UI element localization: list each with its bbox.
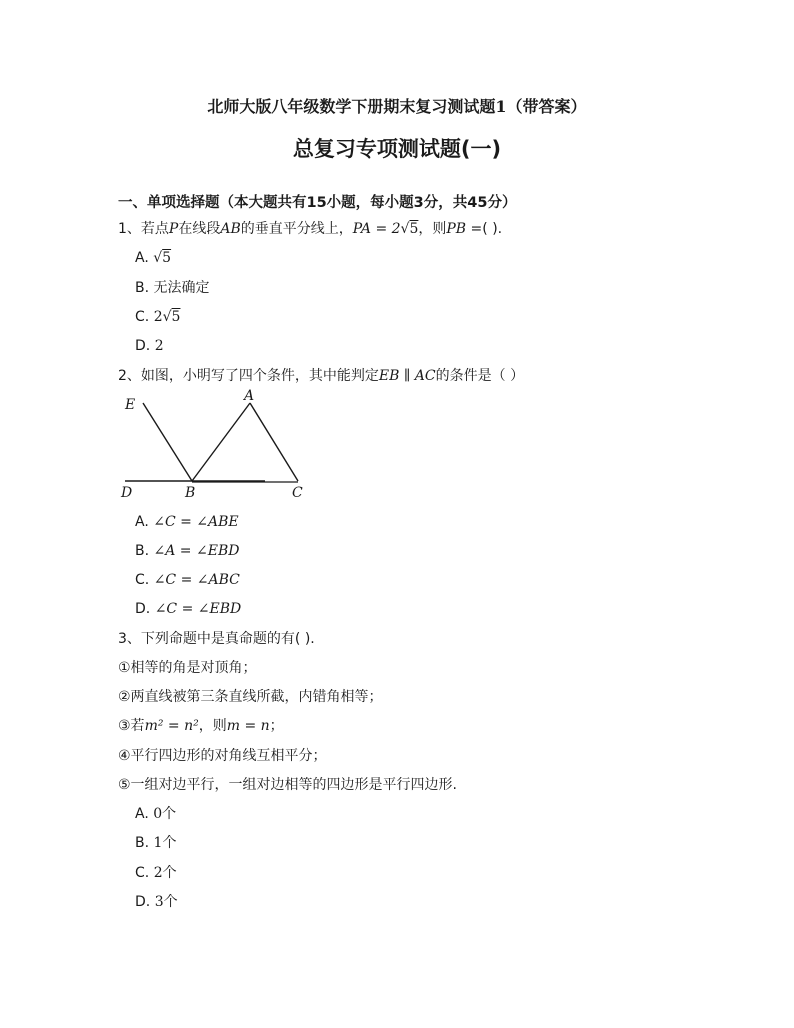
geometry-figure (115, 385, 315, 505)
document-title: 北师大版八年级数学下册期末复习测试题1（带答案） (207, 97, 587, 116)
question-2-stem: 2、如图，小明写了四个条件，其中能判定EB ∥ AC的条件是（ ） (118, 368, 525, 384)
label-e: E (125, 397, 136, 413)
label-c: C (292, 485, 303, 501)
sqrt-icon: √ (400, 221, 410, 237)
sqrt-icon: √ (162, 309, 172, 325)
q1-option-b: B. 无法确定 (135, 280, 210, 296)
equation-pb: PB = (446, 221, 483, 237)
statement-2: ②两直线被第三条直线所截，内错角相等； (118, 689, 383, 705)
q2-option-b: B. ∠A = ∠EBD (135, 543, 240, 559)
question-number: 2、 (118, 368, 141, 384)
q3-option-b: B. 1个 (135, 835, 177, 851)
q1-option-c: C. 2√5 (135, 309, 181, 325)
q2-option-a: A. ∠C = ∠ABE (135, 514, 239, 530)
equation-pa: PA = 2 (352, 221, 401, 237)
q3-option-a: A. 0个 (135, 806, 177, 822)
label-d: D (121, 485, 133, 501)
statement-5: ⑤一组对边平行，一组对边相等的四边形是平行四边形. (118, 777, 457, 793)
question-1-stem: 1、若点P在线段AB的垂直平分线上，PA = 2√5，则PB =( ). (118, 221, 503, 237)
line-ac (250, 403, 298, 481)
question-number: 3、 (118, 631, 141, 647)
q2-option-c: C. ∠C = ∠ABC (135, 572, 240, 588)
statement-1: ①相等的角是对顶角； (118, 660, 257, 676)
line-ab (192, 403, 250, 481)
question-number: 1、 (118, 221, 141, 237)
q2-option-d: D. ∠C = ∠EBD (135, 601, 242, 617)
parallel-relation: EB ∥ AC (378, 368, 436, 384)
label-a: A (244, 388, 255, 404)
q3-option-d: D. 3个 (135, 894, 178, 910)
segment-ab: AB (220, 221, 241, 237)
point-p: P (168, 221, 179, 237)
statement-3: ③若m² = n²，则m = n； (118, 718, 284, 734)
q3-option-c: C. 2个 (135, 865, 177, 881)
statement-4: ④平行四边形的对角线互相平分； (118, 748, 327, 764)
question-3-stem: 3、下列命题中是真命题的有( ). (118, 631, 315, 647)
document-subtitle: 总复习专项测试题(一) (292, 137, 502, 161)
sqrt-icon: √ (153, 250, 163, 266)
label-b: B (185, 485, 196, 501)
section-heading: 一、单项选择题（本大题共有15小题，每小题3分，共45分） (118, 195, 517, 211)
q1-option-a: A. √5 (135, 250, 172, 266)
line-eb (143, 403, 192, 481)
q1-option-d: D. 2 (135, 338, 164, 354)
